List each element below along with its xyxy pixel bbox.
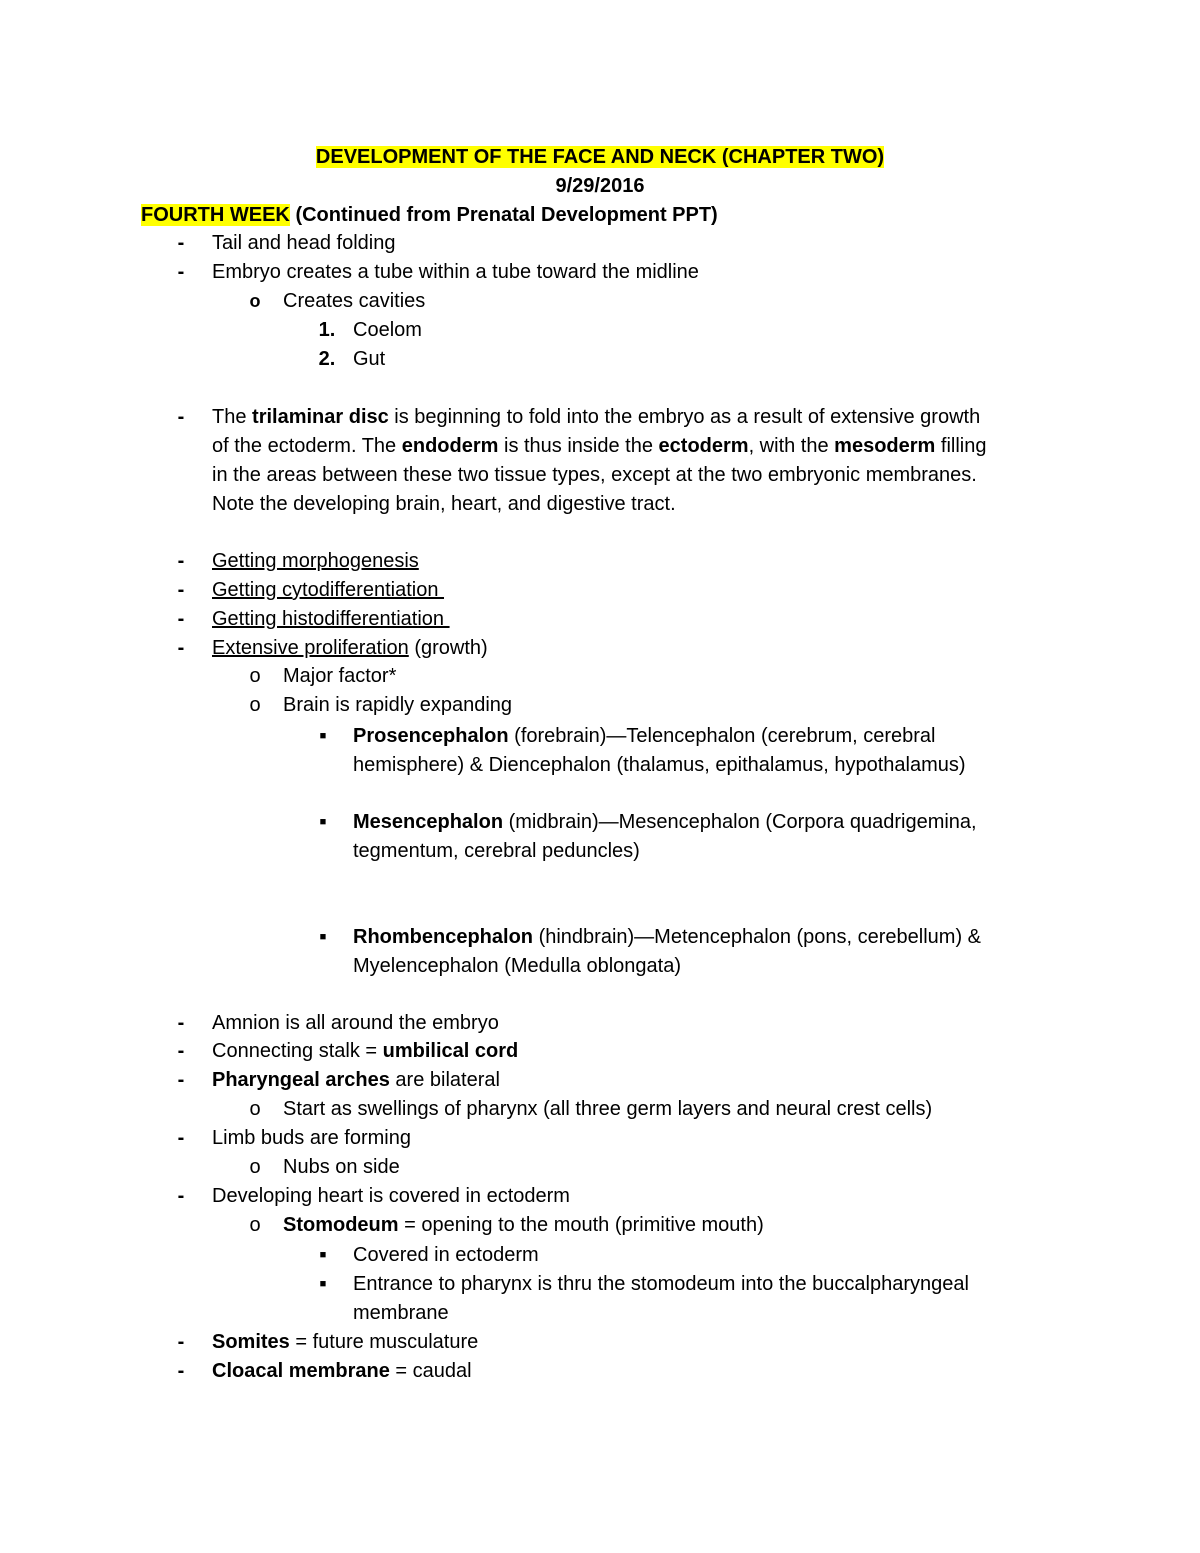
entrance-line-2: membrane [353,1302,449,1324]
text-run: , with the [748,435,835,457]
dash-bullet: - [177,1069,185,1091]
term-pharyngeal-arches: Pharyngeal arches [212,1069,390,1091]
underlined-text: Extensive proliferation [212,637,409,659]
underlined-text: Getting histodifferentiation [212,608,450,630]
term-somites: Somites [212,1331,290,1353]
term-rhombencephalon: Rhombencephalon [353,926,534,948]
dash-bullet: - [177,637,185,659]
title-text: DEVELOPMENT OF THE FACE AND NECK (CHAPTER TWO) [315,146,885,168]
text-run: (growth) [408,637,488,659]
list-item-proliferation [212,634,488,662]
circle-bullet: o [249,1098,261,1120]
mesencephalon-line-2: tegmentum, cerebral peduncles) [353,840,640,862]
term-trilaminar-disc: trilaminar disc [252,406,389,428]
square-bullet: ■ [319,816,327,828]
list-item-gut: Gut [353,348,386,370]
trilaminar-line-2 [212,432,986,460]
circle-bullet: o [249,1214,261,1236]
circle-bullet: o [249,694,261,716]
circle-bullet: o [249,665,261,687]
rhombencephalon-line-1 [353,923,981,951]
prosencephalon-line-1 [353,722,935,750]
term-ectoderm: ectoderm [658,435,749,457]
text-run: (hindbrain)—Metencephalon (pons, cerebellum) & [533,926,982,948]
text-run: filling [935,435,987,457]
term-mesencephalon: Mesencephalon [353,811,504,833]
list-item-major-factor: Major factor* [283,665,397,687]
square-bullet: ■ [319,1249,327,1261]
list-item-brain-expanding: Brain is rapidly expanding [283,694,513,716]
list-item-stomodeum [283,1211,764,1239]
rhombencephalon-line-2: Myelencephalon (Medulla oblongata) [353,955,681,977]
term-stomodeum: Stomodeum [283,1214,399,1236]
term-prosencephalon: Prosencephalon [353,725,509,747]
text-run: of the ectoderm. The [212,435,402,457]
term-umbilical-cord: umbilical cord [382,1040,519,1062]
dash-bullet: - [177,1127,185,1149]
list-item-nubs: Nubs on side [283,1156,400,1178]
text-run: Connecting stalk = [212,1040,383,1062]
list-item-histodifferentiation [212,605,450,633]
section-heading [141,201,718,229]
text-run: The [212,406,253,428]
list-item-creates-cavities: Creates cavities [283,290,426,312]
trilaminar-line-1 [212,403,980,431]
dash-bullet: - [177,406,185,428]
list-item-swellings: Start as swellings of pharynx (all three germ layers and neural crest cells) [283,1098,933,1120]
dash-bullet: - [177,579,185,601]
number-marker-2: 2. [318,348,336,370]
term-endoderm: endoderm [401,435,499,457]
dash-bullet: - [177,1185,185,1207]
entrance-line-1: Entrance to pharynx is thru the stomodeum into the buccalpharyngeal [353,1273,969,1295]
list-item-cytodifferentiation [212,576,444,604]
dash-bullet: - [177,232,185,254]
term-cloacal-membrane: Cloacal membrane [212,1360,390,1382]
prosencephalon-line-2: hemisphere) & Diencephalon (thalamus, epithalamus, hypothalamus) [353,754,966,776]
list-item-morphogenesis [212,547,419,575]
underlined-text: Getting morphogenesis [212,550,419,572]
trilaminar-line-4: Note the developing brain, heart, and digestive tract. [212,493,676,515]
circle-bullet: o [249,1156,261,1178]
text-run: (forebrain)—Telencephalon (cerebrum, cerebral [508,725,936,747]
section-subtitle: (Continued from Prenatal Development PPT) [289,204,718,226]
text-run: = future musculature [289,1331,479,1353]
square-bullet: ■ [319,1278,327,1290]
list-item-somites [212,1328,478,1356]
text-run: is beginning to fold into the embryo as a result of extensive growth [388,406,981,428]
list-item-embryo-tube: Embryo creates a tube within a tube toward the midline [212,261,699,283]
text-run: = caudal [389,1360,472,1382]
document-title [0,143,1200,171]
list-item-limb-buds: Limb buds are forming [212,1127,411,1149]
dash-bullet: - [177,1331,185,1353]
square-bullet: ■ [319,730,327,742]
text-run: is thus inside the [498,435,659,457]
trilaminar-line-3: in the areas between these two tissue types, except at the two embryonic membranes. [212,464,977,486]
list-item-coelom: Coelom [353,319,422,341]
date-text: 9/29/2016 [555,175,645,197]
dash-bullet: - [177,550,185,572]
text-run: are bilateral [389,1069,500,1091]
list-item-connecting-stalk [212,1037,518,1065]
text-run: (midbrain)—Mesencephalon (Corpora quadrigemina, [503,811,977,833]
dash-bullet: - [177,1360,185,1382]
dash-bullet: - [177,261,185,283]
document-date [0,172,1200,200]
dash-bullet: - [177,1012,185,1034]
mesencephalon-line-1 [353,808,977,836]
list-item-covered: Covered in ectoderm [353,1244,539,1266]
list-item-cloacal [212,1357,472,1385]
term-mesoderm: mesoderm [834,435,936,457]
dash-bullet: - [177,1040,185,1062]
circle-bullet: o [249,291,261,311]
number-marker-1: 1. [318,319,336,341]
list-item-heart: Developing heart is covered in ectoderm [212,1185,570,1207]
dash-bullet: - [177,608,185,630]
square-bullet: ■ [319,931,327,943]
list-item-tail-head: Tail and head folding [212,232,396,254]
section-label: FOURTH WEEK [141,204,290,226]
text-run: = opening to the mouth (primitive mouth) [398,1214,764,1236]
list-item-pharyngeal-arches [212,1066,500,1094]
underlined-text: Getting cytodifferentiation [212,579,444,601]
list-item-amnion: Amnion is all around the embryo [212,1012,499,1034]
